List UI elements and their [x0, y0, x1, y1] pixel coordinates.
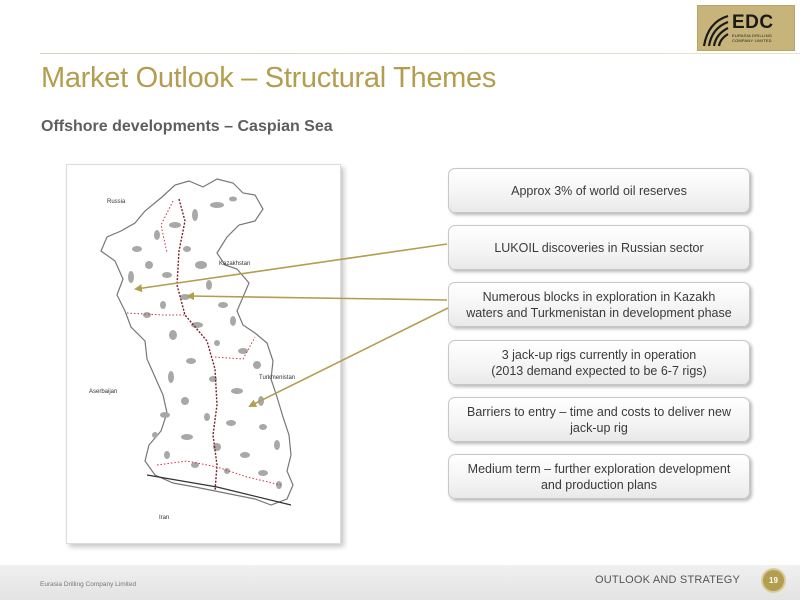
callout-oil-reserves: Approx 3% of world oil reserves — [448, 168, 750, 213]
page-subtitle: Offshore developments – Caspian Sea — [41, 118, 333, 135]
map-label-iran: Iran — [159, 515, 170, 521]
arrow-turkmen — [250, 308, 448, 406]
callout-barriers-to-entry: Barriers to entry – time and costs to deliver new jack-up rig — [448, 397, 750, 442]
callout-exploration-blocks: Numerous blocks in exploration in Kazakh waters and Turkmenistan in development phase — [448, 282, 750, 327]
logo-text: EDC — [732, 12, 774, 33]
page-number-badge: 19 — [763, 570, 784, 591]
footer-section-title: OUTLOOK AND STRATEGY — [595, 574, 740, 586]
map-label-russia: Russia — [107, 199, 126, 205]
arrow-kazakh — [188, 296, 447, 300]
footer-company-name: Eurasia Drilling Company Limited — [40, 581, 137, 588]
logo-subtext: EURASIA DRILLING COMPANY LIMITED — [732, 33, 773, 43]
map-label-turkmenistan: Turkmenistan — [259, 375, 296, 381]
arrow-lukoil — [136, 244, 447, 289]
callout-medium-term: Medium term – further exploration development and production plans — [448, 454, 750, 499]
page-title: Market Outlook – Structural Themes — [41, 62, 497, 94]
map-label-aserbaijan: Aserbaijan — [89, 389, 118, 395]
map-label-kazakhstan: Kazakhstan — [219, 261, 251, 267]
callout-lukoil-discoveries: LUKOIL discoveries in Russian sector — [448, 225, 750, 270]
callout-jackup-rigs: 3 jack-up rigs currently in operation (2013 demand expected to be 6-7 rigs) — [448, 340, 750, 385]
